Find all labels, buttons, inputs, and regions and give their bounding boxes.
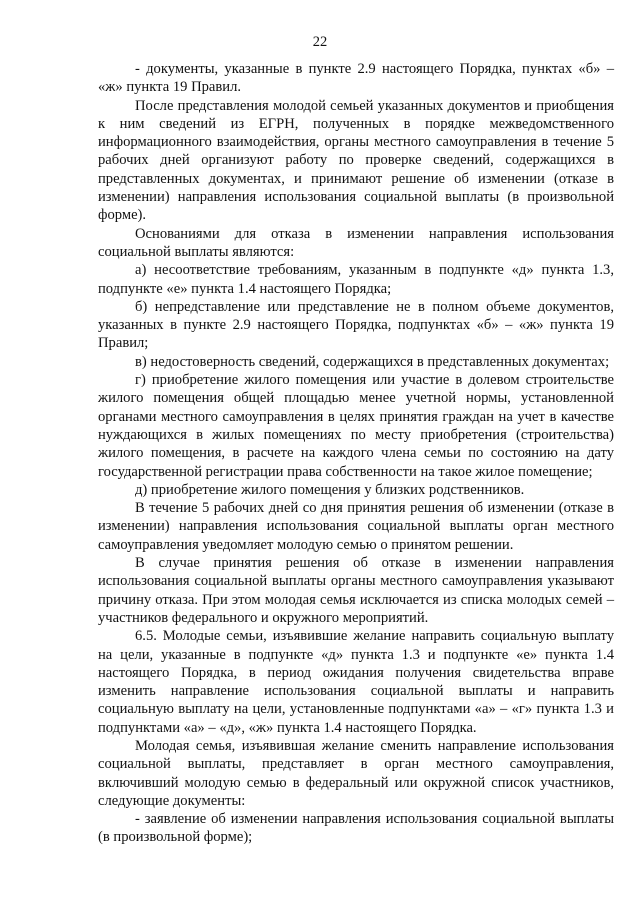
paragraph-ground-a: а) несоответствие требованиям, указанным в подпункте «д» пункта 1.3, подпункте «е» пункта 1.4 настоящего Порядка; [98, 262, 614, 297]
paragraph-documents-item: - документы, указанные в пункте 2.9 настоящего Порядка, пунктах «б» – «ж» пункта 19 Правил. [98, 61, 614, 96]
paragraph-ground-g: г) приобретение жилого помещения или участие в долевом строительстве жилого помещения общей площадью менее учетной нормы, установленной органами местного самоуправления в целях принятия граждан на учет в качестве нуждающихся в жилых помещениях по месту приобретения (строительства) жилого помещения, в расчете на каждого члена семьи по состоянию на дату государственной регистрации права собственности на такое жилое помещение; [98, 372, 614, 480]
paragraph-ground-d: д) приобретение жилого помещения у близких родственников. [135, 481, 525, 498]
paragraph-ground-v: в) недостоверность сведений, содержащихся в представленных документах; [135, 353, 610, 370]
paragraph-refusal-grounds-intro: Основаниями для отказа в изменении направления использования социальной выплаты являются: [98, 225, 614, 260]
paragraph-review-decision: После представления молодой семьей указанных документов и приобщения к ним сведений из ЕГРН, полученных в порядке межведомственного информационного взаимодействия, органы местного самоуправления в течение 5 рабочих дней организуют работу по проверке сведений, содержащихся в представленных документах, и принимают решение об изменении (отказе в изменении) направления использования социальной выплаты (в произвольной форме). [98, 97, 614, 224]
paragraph-application-item: - заявление об изменении направления использования социальной выплаты (в произвольной форме); [98, 811, 614, 846]
paragraph-notification: В течение 5 рабочих дней со дня принятия решения об изменении (отказе в изменении) направления использования социальной выплаты орган местного самоуправления уведомляет молодую семью о принятом решении. [98, 500, 614, 553]
paragraph-refusal-reason: В случае принятия решения об отказе в изменении направления использования социальной выплаты органы местного самоуправления указывают причину отказа. При этом молодая семья исключается из списка молодых семей – участников федерального и окружного мероприятий. [98, 555, 614, 626]
paragraph-section-6-5: 6.5. Молодые семьи, изъявившие желание направить социальную выплату на цели, указанные в подпункте «д» пункта 1.3 и подпункте «е» пункта 1.4 настоящего Порядка, в период ожидания получения свидетельства вправе изменить направление использования социальной выплаты и направить социальную выплату на цели, установленные подпунктами «а» – «г» пункта 1.3 и подпунктами «а» – «д», «ж» пункта 1.4 настоящего Порядка. [98, 628, 614, 736]
page-number: 22 [312, 34, 328, 50]
document-body [98, 60, 614, 847]
paragraph-ground-b: б) непредставление или представление не в полном объеме документов, указанных в пункте 2.9 настоящего Порядка, подпунктах «б» – «ж» пункта 19 Правил; [98, 298, 614, 352]
paragraph-required-documents: Молодая семья, изъявившая желание сменить направление использования социальной выплаты, представляет в орган местного самоуправления, включивший молодую семью в федеральный или окружной список участников, следующие документы: [98, 737, 614, 809]
